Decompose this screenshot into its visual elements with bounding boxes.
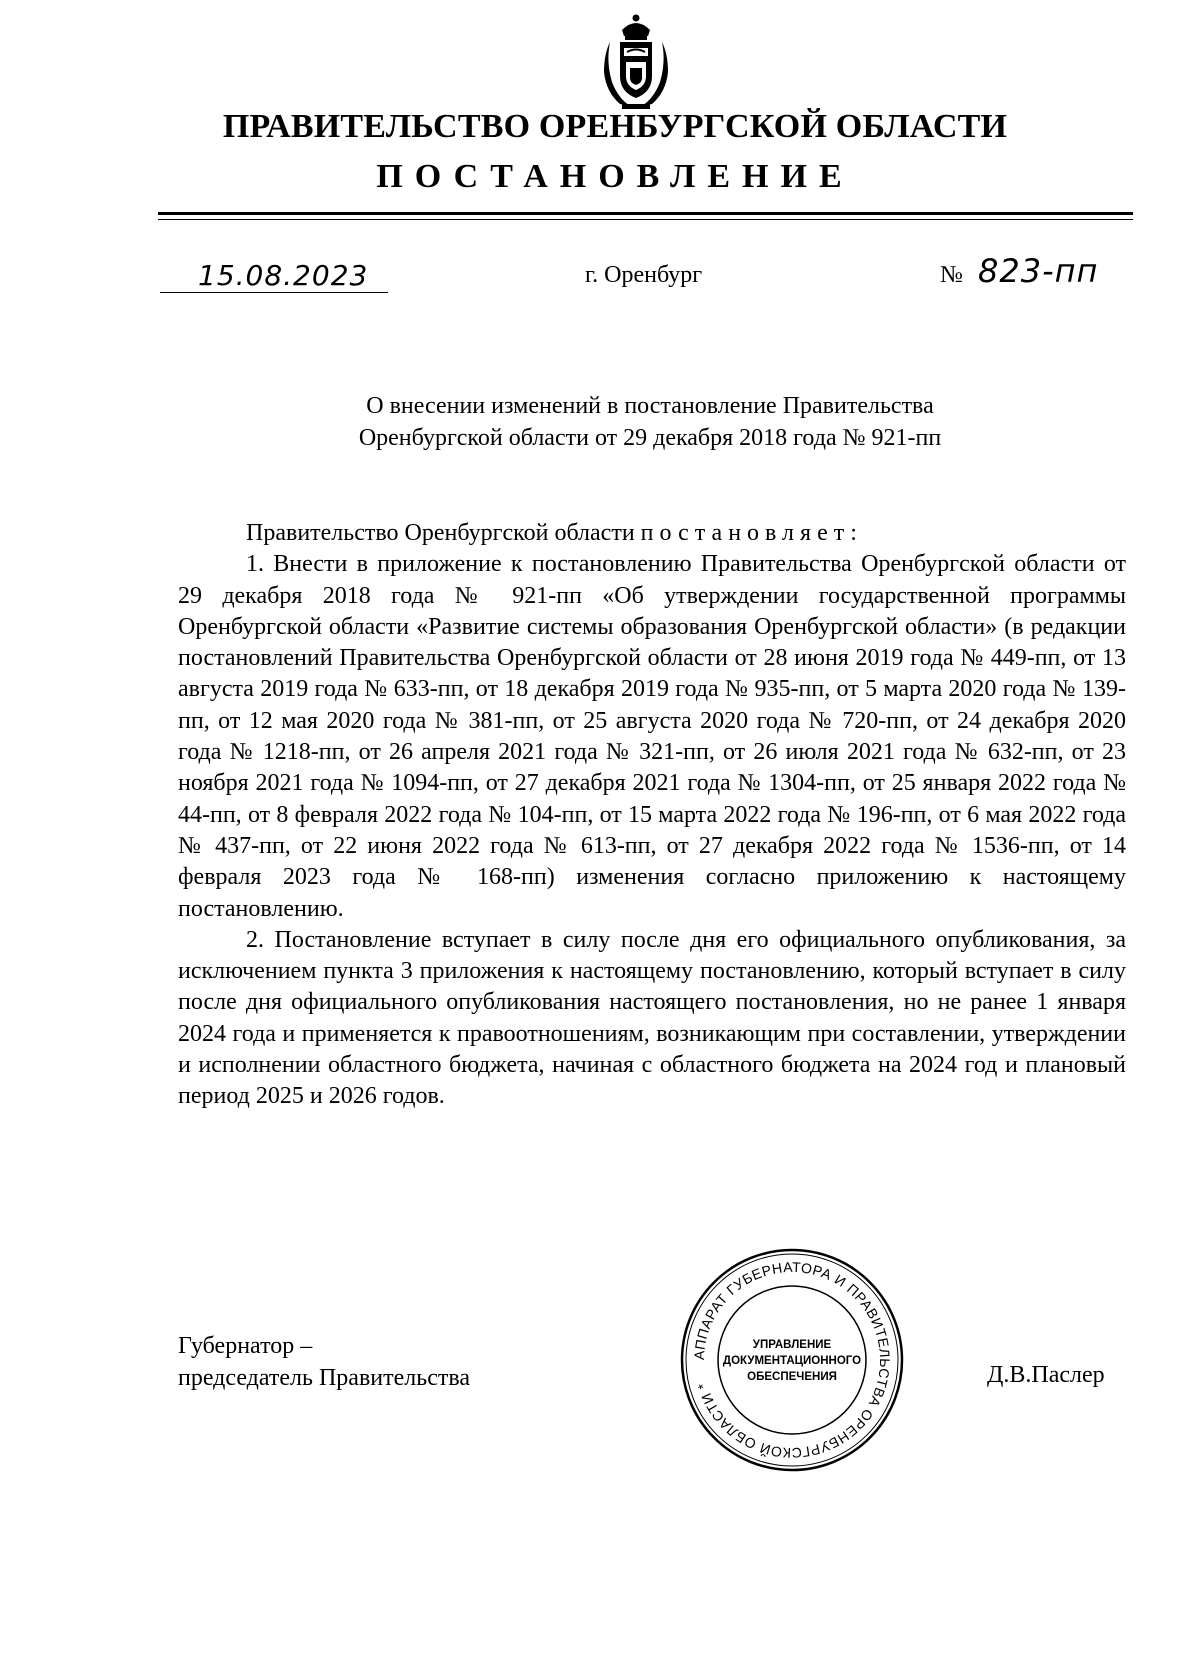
position-line-1: Губернатор – xyxy=(178,1333,313,1359)
city: г. Оренбург xyxy=(585,262,703,288)
document-body xyxy=(178,518,1126,1113)
intro-emphasis: постановляет: xyxy=(640,520,863,546)
intro-paragraph xyxy=(178,518,1126,549)
organization-title: ПРАВИТЕЛЬСТВО ОРЕНБУРГСКОЙ ОБЛАСТИ xyxy=(222,108,1008,145)
document-date: 15.08.2023 xyxy=(198,259,369,292)
stamp-inner-line-3: ОБЕСПЕЧЕНИЯ xyxy=(747,1371,837,1383)
header-rule-thin xyxy=(158,219,1133,220)
signatory-position xyxy=(178,1330,470,1394)
signer-name: Д.В.Паслер xyxy=(987,1362,1105,1388)
header-rule xyxy=(158,212,1133,215)
intro-text: Правительство Оренбургской области xyxy=(246,520,635,546)
coat-of-arms-icon xyxy=(600,12,672,112)
item-1: 1. Внести в приложение к постановлению Правительства Оренбургской области от 29 декабря 2018 года № 921-пп «Об утверждении государственной программы Оренбургской области «Развитие системы образования Оренбургской области» (в редакции постановлений Правительства Оренбургской области от 28 июня 2019 года № 449-пп, от 13 августа 2019 года № 633-пп, от 18 декабря 2019 года № 935-пп, от 5 марта 2020 года № 139-пп, от 12 мая 2020 года № 381-пп, от 25 августа 2020 года № 720-пп, от 24 декабря 2020 года № 1218-пп, от 26 апреля 2021 года № 321-пп, от 26 июля 2021 года № 632-пп, от 23 ноября 2021 года № 1094-пп, от 27 декабря 2021 года № 1304-пп, от 25 января 2022 года № 44-пп, от 8 февраля 2022 года № 104-пп, от 15 марта 2022 года № 196-пп, от 6 мая 2022 года № 437-пп, от 22 июня 2022 года № 613-пп, от 27 декабря 2022 года № 1536-пп, от 14 февраля 2023 года № 168-пп) изменения согласно приложению к настоящему постановлению. xyxy=(178,551,1126,922)
number-label: № xyxy=(940,262,963,288)
subject-line-1: О внесении изменений в постановление Правительства xyxy=(366,393,934,419)
document-subject xyxy=(220,390,1080,454)
date-field xyxy=(160,258,388,293)
official-stamp xyxy=(672,1240,912,1480)
document-type: ПОСТАНОВЛЕНИЕ xyxy=(376,158,854,195)
stamp-outer-text: АППАРАТ ГУБЕРНАТОРА И ПРАВИТЕЛЬСТВА ОРЕНБУРГСКОЙ ОБЛАСТИ * xyxy=(690,1258,894,1462)
document-number: 823-пп xyxy=(978,252,1099,290)
subject-line-2: Оренбургской области от 29 декабря 2018 года № 921-пп xyxy=(358,425,942,451)
stamp-inner-line-2: ДОКУМЕНТАЦИОННОГО xyxy=(722,1355,862,1367)
stamp-inner-line-1: УПРАВЛЕНИЕ xyxy=(752,1339,832,1351)
position-line-2: председатель Правительства xyxy=(178,1365,471,1391)
item-2: 2. Постановление вступает в силу после дня его официального опубликования, за исключением пункта 3 приложения к настоящему постановлению, который вступает в силу после дня официального опубликования настоящего постановления, но не ранее 1 января 2024 года и применяется к правоотношениям, возникающим при составлении, утверждении и исполнении областного бюджета, начиная с областного бюджета на 2024 год и плановый период 2025 и 2026 годов. xyxy=(178,926,1126,1110)
